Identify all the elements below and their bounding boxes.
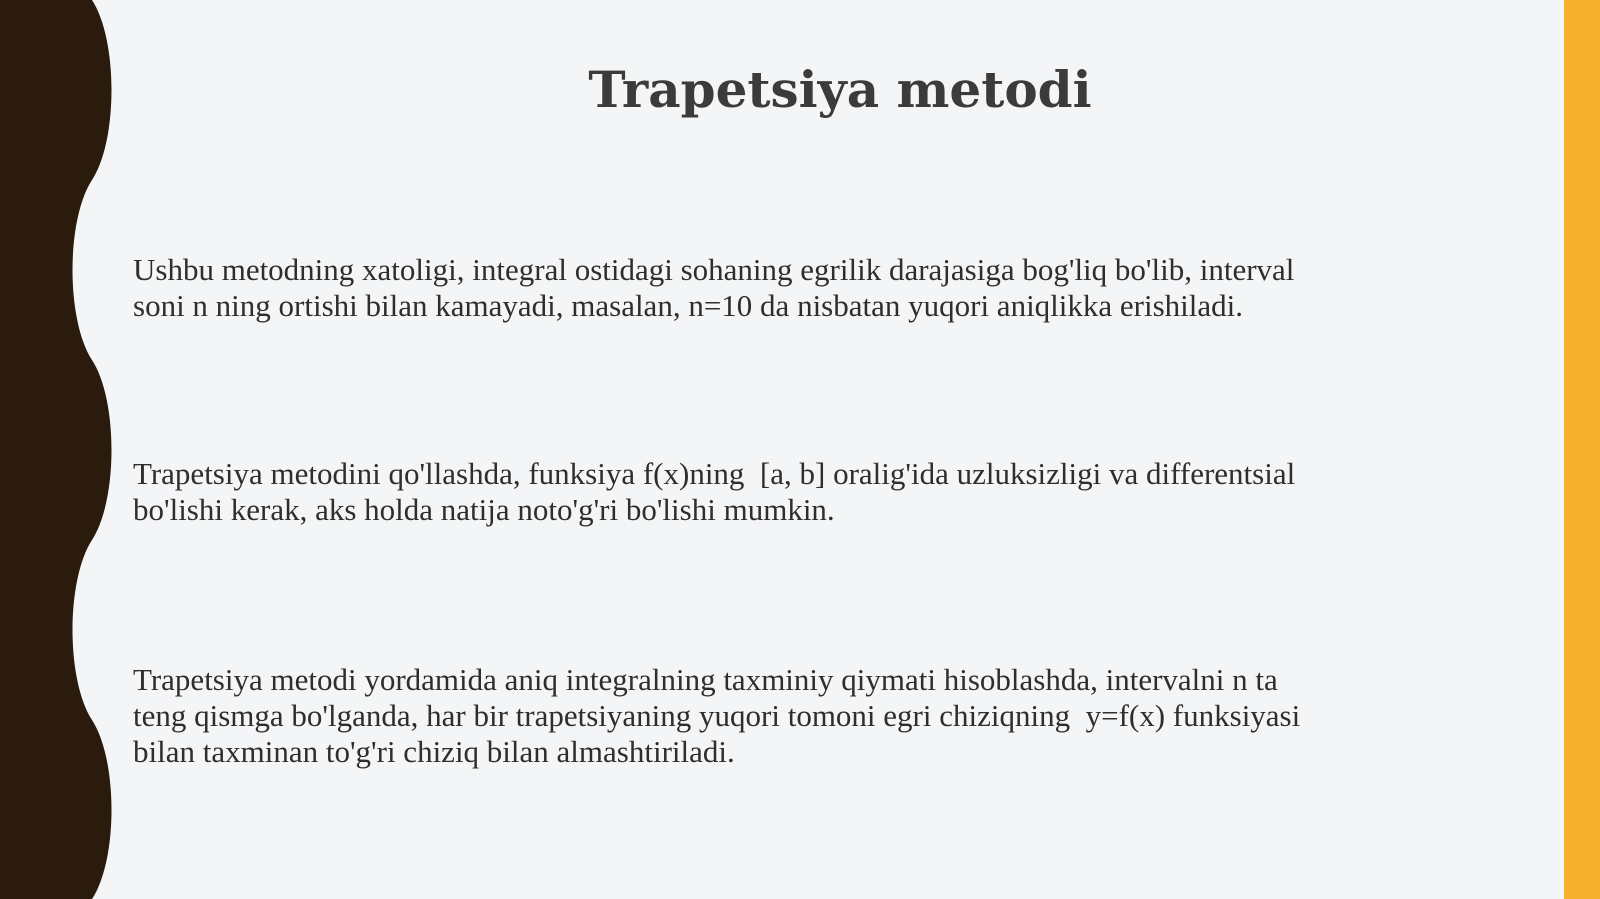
left-decorative-wave	[0, 0, 130, 899]
accent-stripe-fill	[1564, 0, 1600, 899]
paragraph-continuity-requirement: Trapetsiya metodini qo'llashda, funksiya f(x)ning [a, b] oralig'ida uzluksizligi va differentsial bo'lishi kerak, aks holda natija noto'g'ri bo'lishi mumkin.	[133, 456, 1296, 527]
paragraph-approximation-method: Trapetsiya metodi yordamida aniq integralning taxminiy qiymati hisoblashda, intervalni n ta teng qismga bo'lganda, har bir trapetsiyaning yuqori tomoni egri chiziqning y=f(x) funksiyasi bilan taxminan to'g'ri chiziq bilan almashtiriladi.	[133, 662, 1301, 769]
slide-title: Trapetsiya metodi	[588, 60, 1092, 119]
paragraph-error-dependence: Ushbu metodning xatoligi, integral ostidagi sohaning egrilik darajasiga bog'liq bo'lib, interval soni n ning ortishi bilan kamayadi, masalan, n=10 da nisbatan yuqori aniqlikka erishiladi.	[133, 252, 1295, 323]
right-accent-stripe	[1564, 0, 1600, 899]
wave-shape	[0, 0, 112, 899]
